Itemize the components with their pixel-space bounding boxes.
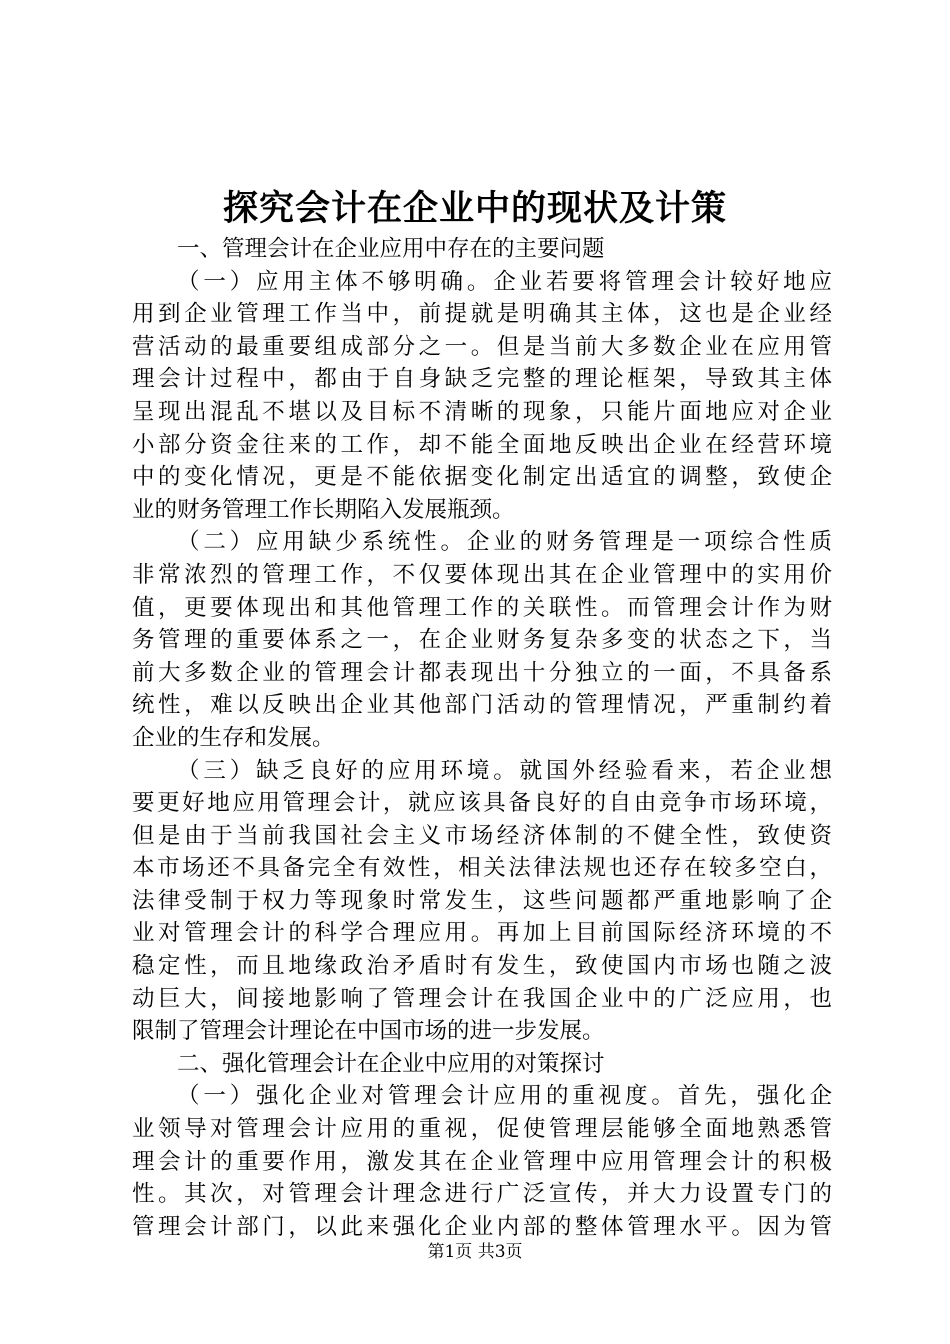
paragraph-line: 要更好地应用管理会计，就应该具备良好的自由竞争市场环境， bbox=[132, 790, 832, 817]
paragraph-line: 用到企业管理工作当中，前提就是明确其主体，这也是企业经 bbox=[132, 301, 832, 328]
paragraph-line: 值，更要体现出和其他管理工作的关联性。而管理会计作为财 bbox=[132, 594, 832, 621]
paragraph-line: 业领导对管理会计应用的重视，促使管理层能够全面地熟悉管 bbox=[132, 1116, 832, 1143]
paragraph-line: 理会计的重要作用，激发其在企业管理中应用管理会计的积极 bbox=[132, 1148, 832, 1175]
paragraph-line: 但是由于当前我国社会主义市场经济体制的不健全性，致使资 bbox=[132, 822, 832, 849]
paragraph-line: （一）强化企业对管理会计应用的重视度。首先，强化企 bbox=[177, 1083, 832, 1110]
paragraph-line: 务管理的重要体系之一，在企业财务复杂多变的状态之下，当 bbox=[132, 627, 832, 654]
paragraph-line: 动巨大，间接地影响了管理会计在我国企业中的广泛应用，也 bbox=[132, 985, 832, 1012]
paragraph-line: 非常浓烈的管理工作，不仅要体现出其在企业管理中的实用价 bbox=[132, 561, 832, 588]
paragraph-line: （二）应用缺少系统性。企业的财务管理是一项综合性质 bbox=[177, 529, 832, 556]
page-footer: 第1页 共3页 bbox=[427, 1242, 523, 1262]
section-heading: 一、管理会计在企业应用中存在的主要问题 bbox=[177, 236, 605, 262]
paragraph-line: 小部分资金往来的工作，却不能全面地反映出企业在经营环境 bbox=[132, 431, 832, 458]
paragraph-line: 业对管理会计的科学合理应用。再加上目前国际经济环境的不 bbox=[132, 920, 832, 947]
paragraph-line: （一）应用主体不够明确。企业若要将管理会计较好地应 bbox=[177, 268, 832, 295]
paragraph-line: 限制了管理会计理论在中国市场的进一步发展。 bbox=[132, 1018, 605, 1045]
paragraph-line: 管理会计部门，以此来强化企业内部的整体管理水平。因为管 bbox=[132, 1213, 832, 1240]
paragraph-line: 稳定性，而且地缘政治矛盾时有发生，致使国内市场也随之波 bbox=[132, 953, 832, 980]
paragraph-line: 业的财务管理工作长期陷入发展瓶颈。 bbox=[132, 496, 515, 523]
paragraph-line: 性。其次，对管理会计理念进行广泛宣传，并大力设置专门的 bbox=[132, 1181, 832, 1208]
paragraph-line: 营活动的最重要组成部分之一。但是当前大多数企业在应用管 bbox=[132, 333, 832, 360]
document-title: 探究会计在企业中的现状及计策 bbox=[222, 188, 727, 229]
paragraph-line: 呈现出混乱不堪以及目标不清晰的现象，只能片面地应对企业 bbox=[132, 398, 832, 425]
paragraph-line: 中的变化情况，更是不能依据变化制定出适宜的调整，致使企 bbox=[132, 464, 832, 491]
paragraph-line: 法律受制于权力等现象时常发生，这些问题都严重地影响了企 bbox=[132, 887, 832, 914]
paragraph-line: （三）缺乏良好的应用环境。就国外经验看来，若企业想 bbox=[177, 757, 832, 784]
paragraph-line: 理会计过程中，都由于自身缺乏完整的理论框架，导致其主体 bbox=[132, 366, 832, 393]
paragraph-line: 前大多数企业的管理会计都表现出十分独立的一面，不具备系 bbox=[132, 659, 832, 686]
section-heading: 二、强化管理会计在企业中应用的对策探讨 bbox=[177, 1050, 605, 1077]
paragraph-line: 本市场还不具备完全有效性，相关法律法规也还存在较多空白， bbox=[132, 855, 832, 882]
document-body bbox=[132, 233, 832, 1243]
paragraph-line: 统性，难以反映出企业其他部门活动的管理情况，严重制约着 bbox=[132, 692, 832, 719]
paragraph-line: 企业的生存和发展。 bbox=[132, 724, 335, 751]
